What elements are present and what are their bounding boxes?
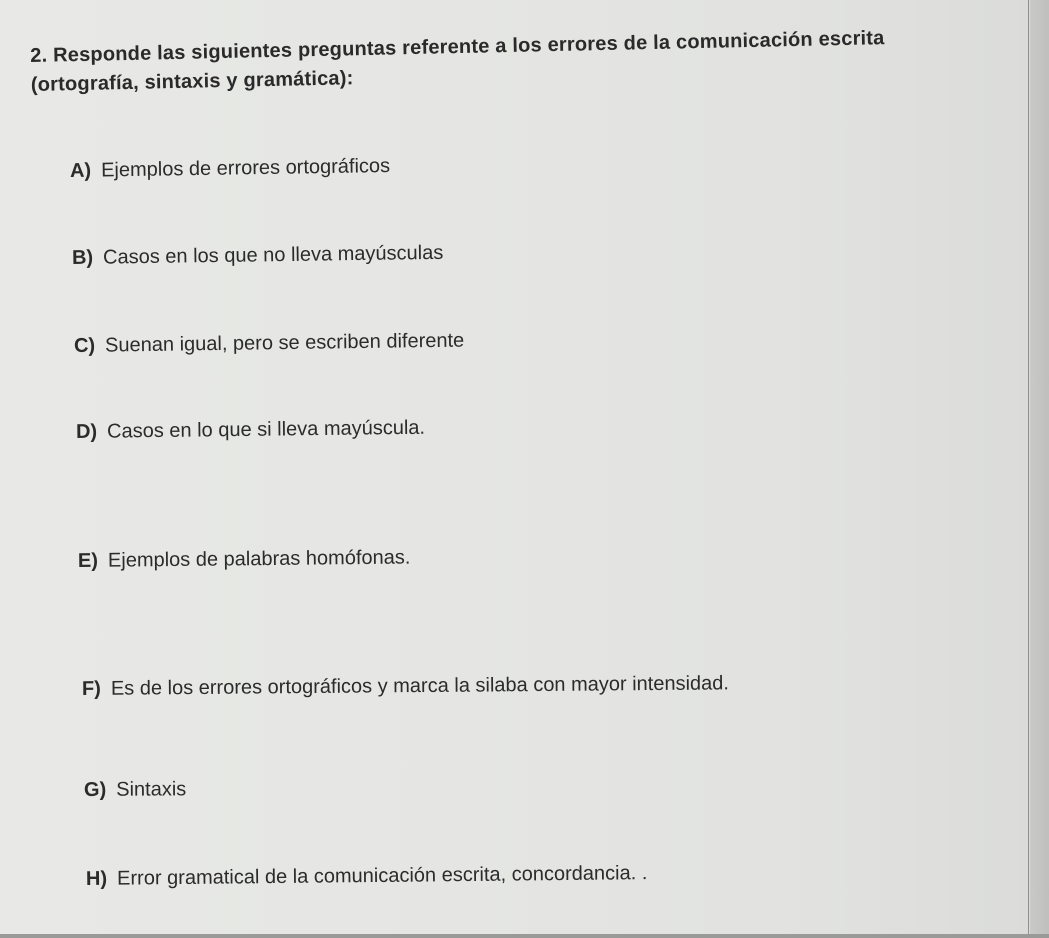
question-item-b <box>72 242 444 270</box>
item-text: Ejemplos de errores ortográficos <box>100 154 391 182</box>
question-item-g <box>84 778 186 802</box>
question-item-c <box>74 330 465 358</box>
item-text: Suenan igual, pero se escriben diferente <box>104 329 465 357</box>
page-edge-line <box>1028 0 1029 938</box>
question-title: 2. Responde las siguientes preguntas referente a los errores de la comunicación escrita (ortografía, sintaxis y gramática): <box>30 27 885 96</box>
bottom-edge <box>0 934 1049 938</box>
item-letter: A) <box>69 159 92 182</box>
page-edge-shadow <box>1030 0 1049 938</box>
question-item-h <box>86 862 648 891</box>
item-text: Casos en los que no lleva mayúsculas <box>102 241 444 269</box>
item-text: Ejemplos de palabras homófonas. <box>107 546 411 572</box>
item-letter: F) <box>81 677 101 700</box>
item-text: Sintaxis <box>116 778 187 801</box>
item-text: Es de los errores ortográficos y marca la silaba con mayor intensidad. <box>110 672 730 700</box>
item-letter: C) <box>73 334 96 357</box>
item-text: Error gramatical de la comunicación escrita, concordancia. . <box>116 862 648 890</box>
question-item-a <box>70 155 390 183</box>
item-letter: H) <box>85 867 108 890</box>
question-item-e <box>78 547 411 573</box>
item-letter: D) <box>75 420 98 443</box>
item-text: Casos en lo que si lleva mayúscula. <box>106 416 426 443</box>
question-item-d <box>76 417 425 444</box>
item-letter: G) <box>83 778 107 801</box>
item-letter: B) <box>71 246 94 269</box>
question-item-f <box>82 672 729 701</box>
item-letter: E) <box>77 549 99 572</box>
